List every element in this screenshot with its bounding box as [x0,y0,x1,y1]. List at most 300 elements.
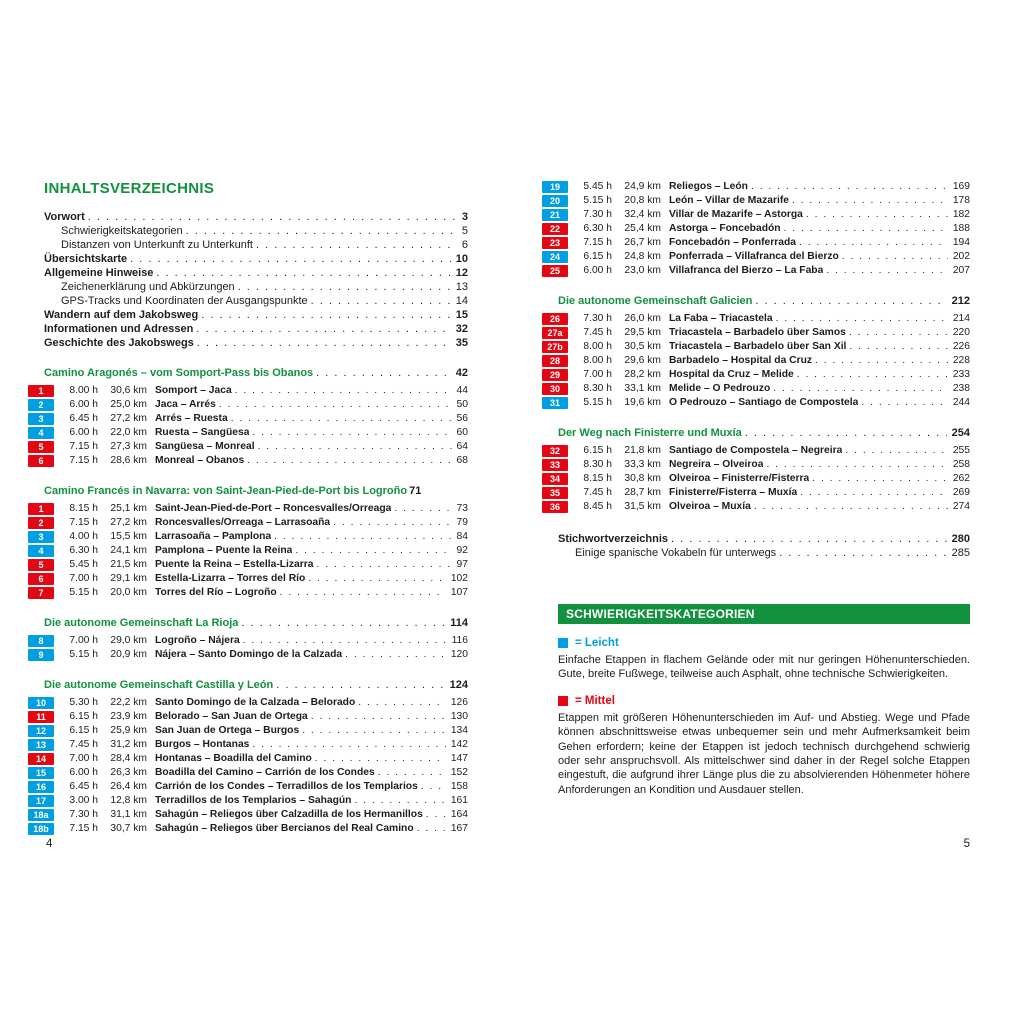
dot-leader [241,616,445,630]
dot-leader [842,250,948,264]
page-left [33,180,468,836]
toc-entry-label: Vorwort [44,211,85,223]
stage-route: San Juan de Ortega – Burgos [155,725,300,736]
back-matter [558,532,970,560]
stage-distance: 25,4 km [624,223,661,234]
toc-section [549,426,970,514]
stage-number-badge: 6 [28,455,54,467]
toc-entry [44,224,468,238]
stage-distance: 23,9 km [110,711,147,722]
page-number-right: 5 [963,838,970,850]
dot-leader [315,752,446,766]
stage-number-badge: 29 [542,369,568,381]
stage-route: Negreira – Olveiroa [669,459,764,470]
stage-distance: 28,2 km [624,369,661,380]
stage-route: Hospital da Cruz – Melide [669,369,794,380]
stage-number-badge: 8 [28,635,54,647]
stage-page: 134 [450,725,468,736]
stage-row [542,222,970,236]
stage-duration: 7.15 h [69,455,98,466]
stage-route: Hontanas – Boadilla del Camino [155,753,312,764]
stage-distance: 31,2 km [110,739,147,750]
stage-route: León – Villar de Mazarife [669,195,789,206]
stage-row [542,354,970,368]
stage-duration: 8.45 h [583,501,612,512]
stage-row [542,472,970,486]
difficulty-level-label: = Mittel [575,694,615,707]
stage-row [28,412,468,426]
dot-leader [800,486,948,500]
stage-row [542,250,970,264]
stage-page: 44 [456,385,468,396]
difficulty-level-head [558,637,970,649]
stage-route: O Pedrouzo – Santiago de Compostela [669,397,859,408]
stage-number-badge: 27b [542,341,568,353]
stage-row [28,384,468,398]
stage-page: 79 [456,517,468,528]
stage-duration: 6.45 h [69,781,98,792]
toc-entry [44,322,468,336]
stage-distance: 26,4 km [110,781,147,792]
stage-row [28,634,468,648]
stage-distance: 29,1 km [110,573,147,584]
stage-row [28,710,468,724]
stage-route: La Faba – Triacastela [669,313,773,324]
stage-route: Astorga – Foncebadón [669,223,781,234]
stage-row [28,822,468,836]
section-heading-page: 124 [449,679,468,691]
toc-entry-page: 12 [455,267,468,279]
section-heading: Camino Francés in Navarra: von Saint-Jean-Pied-de-Port bis Logroño [44,485,408,497]
stage-page: 226 [952,341,970,352]
section-heading-row [558,294,970,308]
stage-distance: 20,9 km [110,649,147,660]
stage-duration: 5.45 h [583,181,612,192]
dot-leader [316,366,451,380]
toc-entry-label: Wandern auf dem Jakobsweg [44,309,199,321]
stage-number-badge: 15 [28,767,54,779]
stage-number-badge: 16 [28,781,54,793]
stage-page: 68 [456,455,468,466]
toc-entry [44,294,468,308]
toc-section [33,678,468,836]
stage-row [28,558,468,572]
difficulty-level-head [558,695,970,707]
toc-entry-page: 15 [455,309,468,321]
stage-route: Burgos – Hontanas [155,739,250,750]
stage-page: 258 [952,459,970,470]
section-heading-page: 42 [455,367,468,379]
difficulty-level-text: Einfache Etappen in flachem Gelände oder mit nur geringen Höhenunterschieden. Gute, breite Fußwege, teilweise auch Asphalt, ohne technische Schwierigkeiten. [558,654,970,681]
stage-page: 207 [952,265,970,276]
stage-duration: 6.00 h [69,767,98,778]
toc-entry [44,252,468,266]
dot-leader [256,238,457,252]
page-title: INHALTSVERZEICHNIS [44,180,215,197]
stage-route: Torres del Río – Logroño [155,587,277,598]
dot-leader [755,294,946,308]
stage-page: 152 [450,767,468,778]
dot-leader [302,724,446,738]
dot-leader [751,180,948,194]
stage-distance: 33,3 km [624,459,661,470]
stage-duration: 5.15 h [69,649,98,660]
stage-page: 116 [451,635,468,646]
stage-duration: 6.00 h [69,427,98,438]
toc-entry-page: 3 [461,211,468,223]
stage-row [28,696,468,710]
stage-distance: 29,5 km [624,327,661,338]
dot-leader [247,454,451,468]
stage-page: 161 [450,795,468,806]
stage-page: 97 [456,559,468,570]
stage-page: 188 [952,223,970,234]
stage-route: Triacastela – Barbadelo über Samos [669,327,846,338]
stage-route: Barbadelo – Hospital da Cruz [669,355,813,366]
stage-row [28,426,468,440]
stage-row [28,530,468,544]
stage-distance: 30,8 km [624,473,661,484]
stage-row [28,502,468,516]
stage-number-badge: 28 [542,355,568,367]
stage-number-badge: 35 [542,487,568,499]
dot-leader [426,808,446,822]
stage-number-badge: 17 [28,795,54,807]
stage-number-badge: 12 [28,725,54,737]
difficulty-color-square-icon [558,696,568,706]
section-heading-page: 212 [951,295,970,307]
stage-number-badge: 33 [542,459,568,471]
toc-entry [44,266,468,280]
toc-entry-label: Übersichtskarte [44,253,128,265]
stage-number-badge: 30 [542,383,568,395]
stage-number-badge: 14 [28,753,54,765]
stage-distance: 28,7 km [624,487,661,498]
stage-distance: 20,8 km [624,195,661,206]
stage-page: 244 [952,397,970,408]
dot-leader [354,794,445,808]
dot-leader [252,738,445,752]
stage-duration: 7.45 h [583,487,612,498]
stage-page: 238 [952,383,970,394]
stage-duration: 7.00 h [69,573,98,584]
stage-distance: 25,0 km [110,399,147,410]
stage-row [28,724,468,738]
stage-number-badge: 36 [542,501,568,513]
stage-distance: 29,0 km [110,635,147,646]
section-heading: Die autonome Gemeinschaft Galicien [558,295,753,307]
toc-entry [558,546,970,560]
dot-leader [201,308,451,322]
dot-leader [773,382,948,396]
stage-page: 169 [952,181,970,192]
stage-page: 274 [952,501,970,512]
stage-row [542,340,970,354]
dot-leader [849,326,948,340]
stage-duration: 6.15 h [583,251,612,262]
stage-page: 182 [952,209,970,220]
dot-leader [333,516,451,530]
dot-leader [317,558,452,572]
dot-leader [197,336,451,350]
stage-distance: 27,3 km [110,441,147,452]
stage-distance: 27,2 km [110,413,147,424]
stage-page: 147 [450,753,468,764]
stage-page: 178 [952,195,970,206]
stage-row [542,444,970,458]
stage-distance: 24,8 km [624,251,661,262]
toc-entry [44,336,468,350]
stage-duration: 8.15 h [583,473,612,484]
stage-number-badge: 20 [542,195,568,207]
stage-distance: 26,3 km [110,767,147,778]
stage-route: Ponferrada – Villafranca del Bierzo [669,251,839,262]
stage-number-badge: 18b [28,823,54,835]
toc-entry-page: 285 [951,547,970,559]
stage-row [542,368,970,382]
stage-page: 164 [450,809,468,820]
dot-leader [671,532,947,546]
stage-distance: 30,6 km [110,385,147,396]
section-heading-row [44,616,468,630]
stage-number-badge: 10 [28,697,54,709]
difficulty-banner: SCHWIERIGKEITSKATEGORIEN [558,604,970,624]
stage-number-badge: 7 [28,587,54,599]
stage-row [28,544,468,558]
dot-leader [235,384,452,398]
stage-duration: 7.00 h [583,369,612,380]
stage-route: Monreal – Obanos [155,455,245,466]
stage-duration: 5.15 h [583,195,612,206]
stage-duration: 7.45 h [583,327,612,338]
dot-leader [238,280,451,294]
dot-leader [345,648,446,662]
stage-row [542,396,970,410]
stage-number-badge: 23 [542,237,568,249]
stage-distance: 31,1 km [110,809,147,820]
stage-number-badge: 13 [28,739,54,751]
stage-number-badge: 1 [28,385,54,397]
stage-route: Belorado – San Juan de Ortega [155,711,308,722]
stage-distance: 31,5 km [624,501,661,512]
stage-number-badge: 24 [542,251,568,263]
dot-leader [799,236,948,250]
dot-leader [784,222,948,236]
stage-distance: 22,0 km [110,427,147,438]
dot-leader [754,500,948,514]
stage-route: Finisterre/Fisterra – Muxía [669,487,798,498]
section-heading: Der Weg nach Finisterre und Muxía [558,427,742,439]
stage-route: Santiago de Compostela – Negreira [669,445,843,456]
stage-route: Estella-Lizarra – Torres del Río [155,573,306,584]
stage-distance: 22,2 km [110,697,147,708]
stage-page: 228 [952,355,970,366]
stage-page: 73 [456,503,468,514]
dot-leader [311,710,446,724]
stage-route: Reliegos – León [669,181,748,192]
stage-number-badge: 2 [28,399,54,411]
stage-distance: 33,1 km [624,383,661,394]
toc-entry-label: GPS-Tracks und Koordinaten der Ausgangspunkte [61,295,308,307]
dot-leader [276,678,444,692]
dot-leader [252,426,451,440]
stage-distance: 15,5 km [110,531,147,542]
stage-route: Puente la Reina – Estella-Lizarra [155,559,314,570]
section-heading: Camino Aragonés – vom Somport-Pass bis Obanos [44,367,314,379]
dot-leader [792,194,948,208]
stage-duration: 8.00 h [583,355,612,366]
stage-page: 167 [450,823,468,834]
stage-distance: 25,9 km [110,725,147,736]
stage-duration: 6.15 h [69,725,98,736]
stage-duration: 4.00 h [69,531,98,542]
stage-route: Somport – Jaca [155,385,232,396]
stage-page: 102 [450,573,468,584]
stage-page: 107 [450,587,468,598]
toc-entry [44,308,468,322]
stage-number-badge: 4 [28,545,54,557]
stage-route: Nájera – Santo Domingo de la Calzada [155,649,343,660]
stage-row [28,648,468,662]
dot-leader [806,208,948,222]
stage-row [542,312,970,326]
toc-section [38,484,468,600]
dot-leader [378,766,446,780]
stage-page: 142 [450,739,468,750]
stage-number-badge: 11 [28,711,54,723]
stage-duration: 7.30 h [69,809,98,820]
stage-row [542,180,970,194]
stage-duration: 8.15 h [69,503,98,514]
stage-page: 202 [952,251,970,262]
stage-route: Melide – O Pedrouzo [669,383,771,394]
dot-leader [295,544,451,558]
section-heading-row [44,484,468,498]
stage-distance: 29,6 km [624,355,661,366]
stage-route: Ruesta – Sangüesa [155,427,250,438]
toc-entry-label: Einige spanische Vokabeln für unterwegs [575,547,777,559]
difficulty-color-square-icon [558,638,568,648]
stage-distance: 26,7 km [624,237,661,248]
dot-leader [849,340,947,354]
stage-row [28,752,468,766]
stage-row [542,194,970,208]
stage-distance: 27,2 km [110,517,147,528]
dot-leader [88,210,457,224]
dot-leader [274,530,451,544]
page-number-left: 4 [46,838,53,850]
stage-distance: 24,1 km [110,545,147,556]
stage-row [542,486,970,500]
stage-page: 56 [456,413,468,424]
stage-duration: 6.30 h [69,545,98,556]
stage-number-badge: 22 [542,223,568,235]
dot-leader [766,458,947,472]
stage-route: Jaca – Arrés [155,399,216,410]
stage-row [28,766,468,780]
stage-page: 269 [952,487,970,498]
toc-entry-label: Informationen und Adressen [44,323,194,335]
stage-distance: 28,6 km [110,455,147,466]
section-heading-row [558,426,970,440]
dot-leader [417,822,446,836]
stage-number-badge: 5 [28,559,54,571]
stage-row [28,794,468,808]
stage-duration: 8.00 h [583,341,612,352]
dot-leader [219,398,452,412]
stage-duration: 7.15 h [69,823,98,834]
difficulty-box [558,604,970,797]
toc-entry-page: 280 [951,533,970,545]
stage-route: Triacastela – Barbadelo über San Xil [669,341,847,352]
stage-distance: 30,7 km [110,823,147,834]
stage-row [28,572,468,586]
stage-duration: 8.00 h [69,385,98,396]
stage-route: Santo Domingo de la Calzada – Belorado [155,697,356,708]
stage-row [542,264,970,278]
toc-entry-page: 6 [461,239,468,251]
dot-leader [826,264,947,278]
stage-duration: 8.30 h [583,383,612,394]
stage-duration: 7.00 h [69,753,98,764]
stage-route: Olveiroa – Finisterre/Fisterra [669,473,810,484]
stage-distance: 23,0 km [624,265,661,276]
stage-distance: 24,9 km [624,181,661,192]
stage-route: Villafranca del Bierzo – La Faba [669,265,824,276]
stage-distance: 12,8 km [110,795,147,806]
section-heading-page: 114 [450,617,468,629]
stage-number-badge: 2 [28,517,54,529]
stage-page: 214 [952,313,970,324]
dot-leader [776,312,948,326]
stage-row [542,500,970,514]
stage-row [542,382,970,396]
stage-distance: 28,4 km [110,753,147,764]
stage-page: 60 [456,427,468,438]
stage-page: 220 [952,327,970,338]
stage-row [28,780,468,794]
stage-distance: 20,0 km [110,587,147,598]
toc-entry [44,238,468,252]
dot-leader [815,354,948,368]
dot-leader [186,224,457,238]
stage-number-badge: 1 [28,503,54,515]
toc-entry-label: Stichwortverzeichnis [558,533,669,545]
stage-duration: 7.15 h [69,441,98,452]
difficulty-level [558,695,970,797]
dot-leader [861,396,947,410]
stage-route: Olveiroa – Muxía [669,501,751,512]
dot-leader [845,444,947,458]
toc-entry-label: Zeichenerklärung und Abkürzungen [61,281,235,293]
section-heading-row [44,366,468,380]
stage-row [542,458,970,472]
toc-entry-page: 35 [455,337,468,349]
stage-page: 130 [450,711,468,722]
section-heading: Die autonome Gemeinschaft La Rioja [44,617,239,629]
section-heading-page: 71 [409,485,422,497]
stage-number-badge: 3 [28,531,54,543]
stage-distance: 30,5 km [624,341,661,352]
stage-distance: 26,0 km [624,313,661,324]
stage-row [542,208,970,222]
stage-page: 233 [952,369,970,380]
stage-route: Foncebadón – Ponferrada [669,237,797,248]
toc-entry-page: 14 [455,295,468,307]
stage-route: Sangüesa – Monreal [155,441,255,452]
toc-entry-page: 13 [455,281,468,293]
stage-duration: 6.30 h [583,223,612,234]
